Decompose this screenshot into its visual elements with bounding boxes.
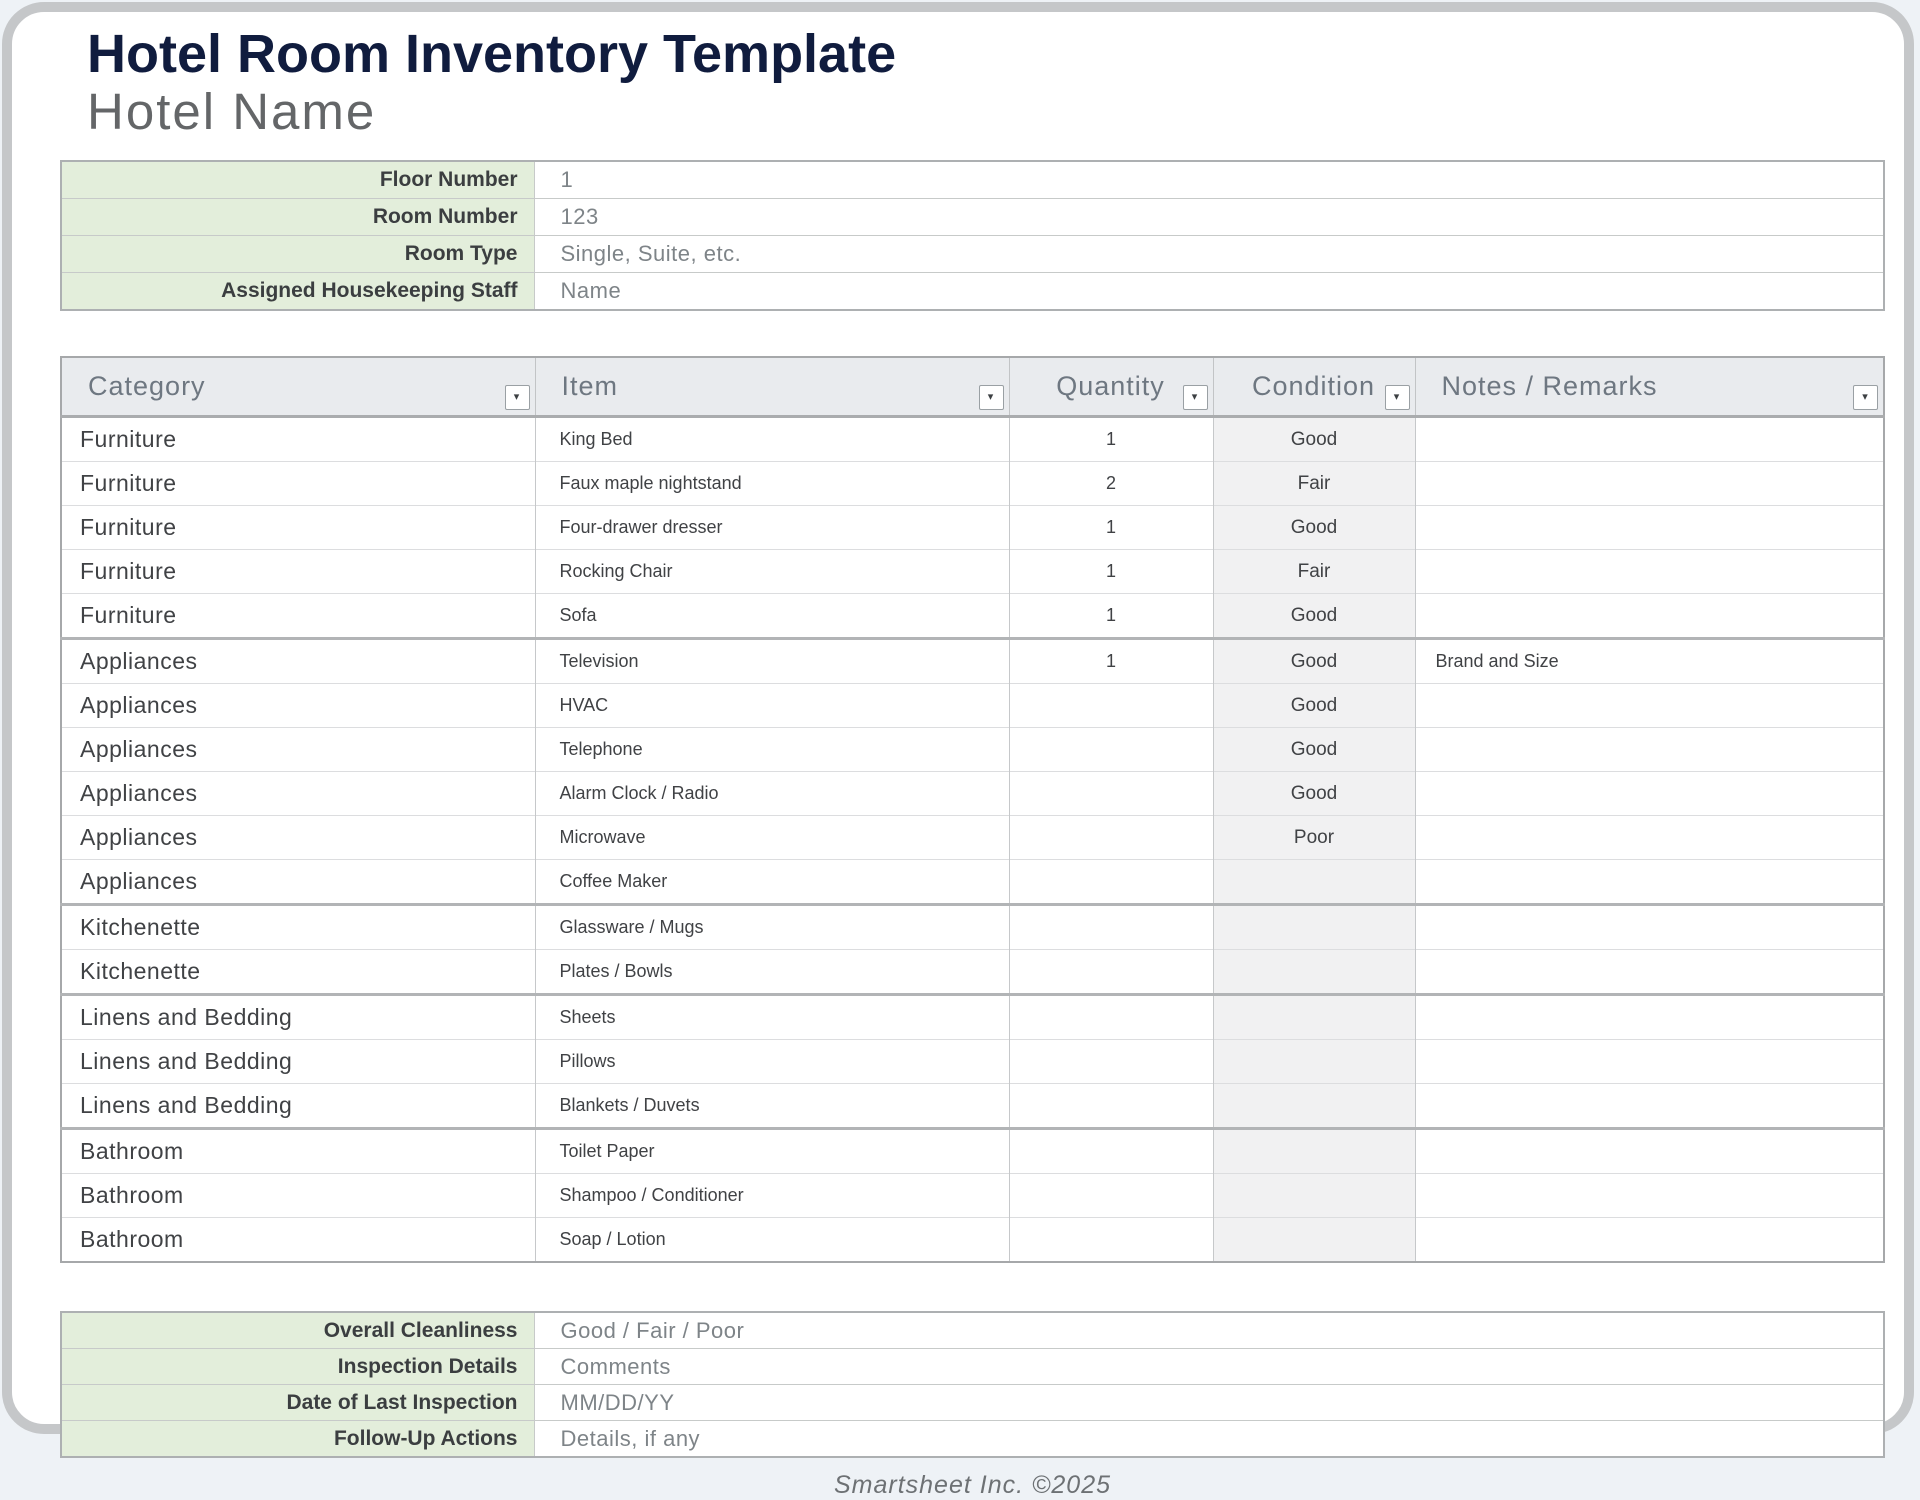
condition-cell[interactable]: Good [1213,506,1415,550]
quantity-cell[interactable] [1009,728,1213,772]
inventory-row [61,728,1884,772]
condition-cell[interactable]: Fair [1213,550,1415,594]
quantity-cell[interactable]: 1 [1009,550,1213,594]
filter-dropdown-icon[interactable]: ▾ [1183,385,1208,410]
inspection-info-label-cell: Follow-Up Actions [61,1421,534,1458]
inspection-info-row [61,1312,1884,1349]
quantity-cell[interactable] [1009,1040,1213,1084]
inventory-row [61,417,1884,462]
room-info-value-cell[interactable]: Single, Suite, etc. [534,236,1884,273]
item-cell[interactable]: Toilet Paper [535,1129,1009,1174]
inventory-row [61,860,1884,905]
notes-cell[interactable] [1415,550,1884,594]
column-header-label: Category [88,371,206,402]
condition-cell[interactable] [1213,1218,1415,1263]
column-header-label: Notes / Remarks [1441,371,1658,402]
inventory-row [61,1218,1884,1263]
filter-dropdown-icon[interactable]: ▾ [1853,385,1878,410]
inventory-row [61,506,1884,550]
inventory-row [61,816,1884,860]
page-title: Hotel Room Inventory Template [87,24,897,84]
notes-cell[interactable] [1415,1129,1884,1174]
category-cell[interactable]: Appliances [61,816,535,860]
item-cell[interactable]: Pillows [535,1040,1009,1084]
item-cell[interactable]: Glassware / Mugs [535,905,1009,950]
category-cell[interactable]: Appliances [61,860,535,905]
item-cell[interactable]: Sheets [535,995,1009,1040]
room-info-value-cell[interactable]: Name [534,273,1884,311]
room-info-label-cell: Assigned Housekeeping Staff [61,273,534,311]
filter-dropdown-icon[interactable]: ▾ [1385,385,1410,410]
quantity-cell[interactable]: 2 [1009,462,1213,506]
category-cell[interactable]: Furniture [61,506,535,550]
item-cell[interactable]: Soap / Lotion [535,1218,1009,1263]
category-cell[interactable]: Furniture [61,550,535,594]
room-info-value-cell[interactable]: 1 [534,161,1884,199]
condition-cell[interactable] [1213,950,1415,995]
notes-cell[interactable] [1415,905,1884,950]
notes-cell[interactable] [1415,462,1884,506]
notes-cell[interactable] [1415,684,1884,728]
room-info-label-cell: Room Type [61,236,534,273]
inventory-row [61,1174,1884,1218]
category-cell[interactable]: Linens and Bedding [61,1084,535,1129]
inventory-table [60,356,1885,1263]
item-cell[interactable]: Telephone [535,728,1009,772]
condition-cell[interactable]: Good [1213,594,1415,639]
quantity-cell[interactable] [1009,1129,1213,1174]
category-cell[interactable]: Bathroom [61,1218,535,1263]
quantity-cell[interactable] [1009,684,1213,728]
item-cell[interactable]: Sofa [535,594,1009,639]
inspection-info-row [61,1385,1884,1421]
item-cell[interactable]: Four-drawer dresser [535,506,1009,550]
room-info-row [61,236,1884,273]
item-cell[interactable]: Faux maple nightstand [535,462,1009,506]
column-header-label: Item [561,371,619,402]
item-cell[interactable]: Plates / Bowls [535,950,1009,995]
condition-cell[interactable] [1213,1040,1415,1084]
item-cell[interactable]: King Bed [535,417,1009,462]
condition-cell[interactable] [1213,905,1415,950]
room-info-label-cell: Floor Number [61,161,534,199]
inventory-row [61,1129,1884,1174]
category-cell[interactable]: Bathroom [61,1129,535,1174]
item-cell[interactable]: Rocking Chair [535,550,1009,594]
condition-cell[interactable]: Good [1213,639,1415,684]
room-info-row [61,199,1884,236]
category-cell[interactable]: Furniture [61,594,535,639]
inventory-row [61,639,1884,684]
inventory-row [61,550,1884,594]
quantity-cell[interactable] [1009,772,1213,816]
condition-cell[interactable]: Good [1213,772,1415,816]
room-info-table [60,160,1885,311]
inspection-info-row [61,1349,1884,1385]
notes-cell[interactable] [1415,860,1884,905]
room-info-row [61,273,1884,311]
notes-cell[interactable] [1415,728,1884,772]
notes-cell[interactable] [1415,995,1884,1040]
inspection-info-value-cell[interactable]: Good / Fair / Poor [534,1312,1884,1349]
item-cell[interactable]: Television [535,639,1009,684]
column-header-quantity[interactable] [1009,357,1213,417]
notes-cell[interactable] [1415,1040,1884,1084]
notes-cell[interactable] [1415,772,1884,816]
category-cell[interactable]: Appliances [61,639,535,684]
quantity-cell[interactable] [1009,1218,1213,1263]
hotel-name-subtitle: Hotel Name [87,82,377,140]
inventory-row [61,995,1884,1040]
condition-cell[interactable]: Good [1213,684,1415,728]
condition-cell[interactable] [1213,1084,1415,1129]
condition-cell[interactable] [1213,1174,1415,1218]
condition-cell[interactable]: Fair [1213,462,1415,506]
item-cell[interactable]: Microwave [535,816,1009,860]
item-cell[interactable]: Coffee Maker [535,860,1009,905]
inventory-row [61,950,1884,995]
quantity-cell[interactable] [1009,905,1213,950]
filter-dropdown-icon[interactable]: ▾ [505,385,530,410]
notes-cell[interactable] [1415,1084,1884,1129]
quantity-cell[interactable] [1009,950,1213,995]
notes-cell[interactable] [1415,1218,1884,1263]
column-header-label: Quantity [1056,371,1165,402]
notes-cell[interactable] [1415,816,1884,860]
column-header-notes[interactable] [1415,357,1884,417]
inventory-row [61,905,1884,950]
inventory-row [61,1084,1884,1129]
category-cell[interactable]: Linens and Bedding [61,995,535,1040]
column-header-item[interactable] [535,357,1009,417]
item-cell[interactable]: HVAC [535,684,1009,728]
category-cell[interactable]: Bathroom [61,1174,535,1218]
column-header-label: Condition [1251,371,1376,402]
category-cell[interactable]: Kitchenette [61,905,535,950]
room-info-label-cell: Room Number [61,199,534,236]
inventory-header-row [61,357,1884,417]
condition-cell[interactable] [1213,995,1415,1040]
quantity-cell[interactable]: 1 [1009,506,1213,550]
inspection-info-label-cell: Inspection Details [61,1349,534,1385]
quantity-cell[interactable]: 1 [1009,594,1213,639]
quantity-cell[interactable]: 1 [1009,639,1213,684]
item-cell[interactable]: Blankets / Duvets [535,1084,1009,1129]
category-cell[interactable]: Appliances [61,684,535,728]
notes-cell[interactable] [1415,950,1884,995]
inspection-info-value-cell[interactable]: MM/DD/YY [534,1385,1884,1421]
column-header-category[interactable] [61,357,535,417]
condition-cell[interactable]: Good [1213,728,1415,772]
category-cell[interactable]: Linens and Bedding [61,1040,535,1084]
inventory-row [61,1040,1884,1084]
category-cell[interactable]: Appliances [61,772,535,816]
column-header-condition[interactable] [1213,357,1415,417]
condition-cell[interactable]: Good [1213,417,1415,462]
inspection-info-table [60,1311,1885,1458]
page-content [60,12,1885,1500]
category-cell[interactable]: Appliances [61,728,535,772]
inspection-info-label-cell: Date of Last Inspection [61,1385,534,1421]
notes-cell[interactable] [1415,417,1884,462]
inventory-row [61,462,1884,506]
inventory-row [61,594,1884,639]
condition-cell[interactable] [1213,860,1415,905]
quantity-cell[interactable] [1009,816,1213,860]
inspection-info-value-cell[interactable]: Details, if any [534,1421,1884,1458]
condition-cell[interactable]: Poor [1213,816,1415,860]
item-cell[interactable]: Alarm Clock / Radio [535,772,1009,816]
notes-cell[interactable]: Brand and Size [1415,639,1884,684]
notes-cell[interactable] [1415,506,1884,550]
quantity-cell[interactable] [1009,995,1213,1040]
inventory-row [61,684,1884,728]
notes-cell[interactable] [1415,1174,1884,1218]
room-info-value-cell[interactable]: 123 [534,199,1884,236]
condition-cell[interactable] [1213,1129,1415,1174]
copyright-footer: Smartsheet Inc. ©2025 [833,1471,1112,1500]
item-cell[interactable]: Shampoo / Conditioner [535,1174,1009,1218]
notes-cell[interactable] [1415,594,1884,639]
category-cell[interactable]: Furniture [61,417,535,462]
inspection-info-row [61,1421,1884,1458]
category-cell[interactable]: Furniture [61,462,535,506]
room-info-row [61,161,1884,199]
quantity-cell[interactable] [1009,1174,1213,1218]
inspection-info-label-cell: Overall Cleanliness [61,1312,534,1349]
quantity-cell[interactable] [1009,1084,1213,1129]
inventory-row [61,772,1884,816]
quantity-cell[interactable] [1009,860,1213,905]
document-page [2,2,1914,1500]
filter-dropdown-icon[interactable]: ▾ [979,385,1004,410]
category-cell[interactable]: Kitchenette [61,950,535,995]
inspection-info-value-cell[interactable]: Comments [534,1349,1884,1385]
quantity-cell[interactable]: 1 [1009,417,1213,462]
